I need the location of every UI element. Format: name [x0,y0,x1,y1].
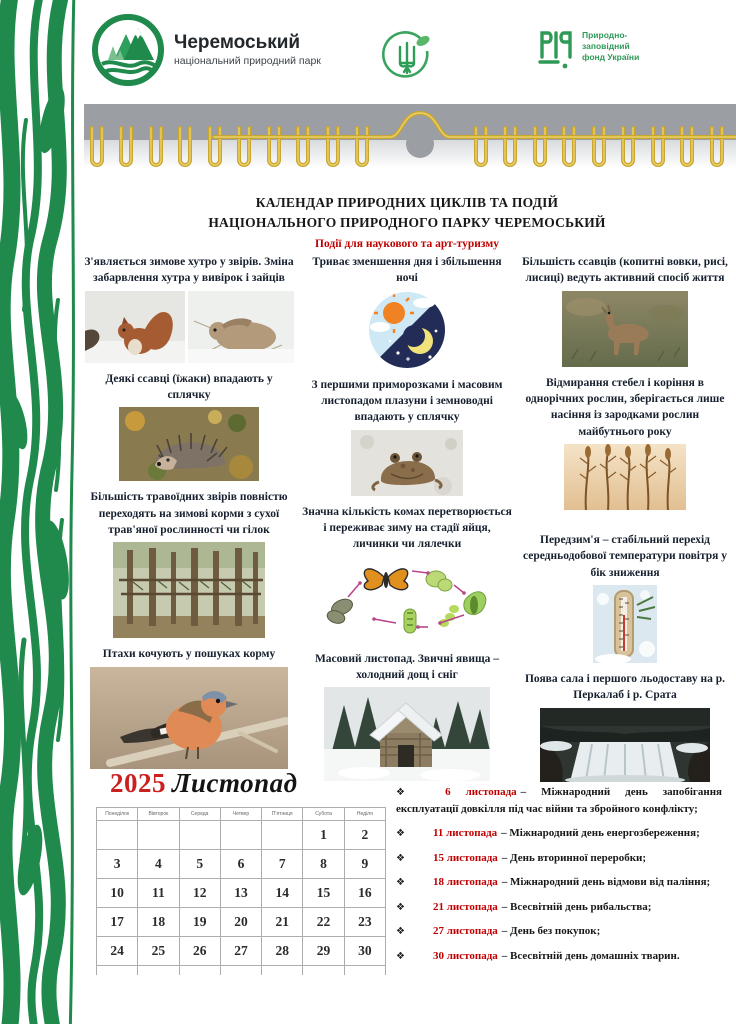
day-night-icon [368,291,446,369]
event-date: 6 листопада [445,786,517,798]
column-3 [519,254,732,790]
event-item [396,899,722,916]
calendar-day-cell: 9 [344,850,385,879]
event-text: – День вторинної переробки; [501,851,647,864]
block-figure [564,444,686,510]
calendar-week-row [97,908,386,937]
weekday-header: Середа [179,808,220,821]
park-subtitle: національний природний парк [174,54,321,67]
calendar-day-cell: 17 [97,908,138,937]
calendar-day-cell: 27 [220,937,261,966]
fund-logo-text: Природно- заповідний фонд України [582,30,640,63]
block-caption: Значна кількість комах перетворюється і переживає зиму на стадії яйця, личинки чи лялечки [302,505,512,551]
event-text: – Міжнародний день запобігання експлуатації довкілля під час війни та збройного конфлікту; [396,786,722,815]
calendar-day-cell: 5 [179,850,220,879]
column-2 [301,254,514,790]
calendar-week-row [97,879,386,908]
calendar-empty-cell [220,821,261,850]
block-caption: З'являється зимове хутро у звірів. Зміна забарвлення хутра у вивірок і зайців [84,256,294,285]
photo-chaffinch-icon [90,667,288,769]
block-figure [593,585,657,663]
butterfly-life-cycle-icon [312,557,502,643]
event-text: – Всесвітній день домашніх тварин. [501,949,680,962]
month-calendar [88,766,390,975]
block-caption: Триває зменшення дня і збільшення ночі [312,256,502,285]
calendar-day-cell: 18 [138,908,179,937]
calendar-day-cell: 1 [303,821,344,850]
calendar-day-cell: 19 [179,908,220,937]
calendar-day-cell: 10 [97,879,138,908]
main-title-line1: КАЛЕНДАР ПРИРОДНИХ ЦИКЛІВ ТА ПОДІЙ [255,195,559,210]
event-date: 18 листопада [432,876,498,888]
calendar-day-cell: 22 [303,908,344,937]
calendar-year: 2025 [110,768,166,798]
calendar-day-cell: 15 [303,879,344,908]
calendar-day-cell: 28 [262,937,303,966]
photo-hedgehog-icon [119,407,259,481]
photo-deer-icon [562,291,688,367]
trident-emblem-icon [381,31,433,83]
diamond-bullet-icon: ❖ [396,852,405,864]
page-body [78,0,736,1024]
weekday-header: Вівторок [138,808,179,821]
calendar-month: Листопад [172,768,298,798]
block-figure [312,557,502,643]
calendar-day-cell: 24 [97,937,138,966]
block-figure [113,542,265,638]
calendar-day-cell: 16 [344,879,385,908]
calendar-empty-cell [97,821,138,850]
photo-hare-in-snow-icon [188,291,294,363]
block-figure [119,407,259,481]
block-caption: Деякі ссавці (їжаки) впадають у сплячку [105,372,273,401]
park-logo [92,14,321,86]
block-caption: Масовий листопад. Звичні явища – холодний дощ і сніг [314,652,500,681]
main-title-line2: НАЦІОНАЛЬНОГО ПРИРОДНОГО ПАРКУ ЧЕРЕМОСЬКИЙ [208,215,606,231]
block-caption: Передзим'я – стабільний перехід середньодобової температури повітря у бік зниження [522,533,728,579]
calendar-day-cell: 8 [303,850,344,879]
calendar-day-cell: 26 [179,937,220,966]
block-figure [562,291,688,367]
event-date: 15 листопада [432,851,498,864]
calendar-stub-row [97,966,386,976]
tourism-subtitle: Події для наукового та арт-туризму [315,237,499,250]
calendar-week-row [97,850,386,879]
event-text: – Всесвітній день рибальства; [501,900,652,913]
calendar-weekday-row [97,808,386,821]
calendar-day-cell: 20 [220,908,261,937]
calendar-day-cell: 11 [138,879,179,908]
block-caption: Відмирання стебел і коріння в однорічних рослин, зберігається лише насіння із зародками рослин майбутнього року [525,376,725,438]
event-date: 30 листопада [432,949,498,962]
event-item [396,923,722,940]
calendar-week-row [97,937,386,966]
photo-dry-plants-icon [564,444,686,510]
park-logo-icon [92,14,164,86]
side-pattern [0,0,78,1024]
calendar-day-cell: 6 [220,850,261,879]
calendar-day-cell: 14 [262,879,303,908]
event-date: 27 листопада [432,925,498,937]
diamond-bullet-icon: ❖ [396,950,405,962]
weekday-header: Субота [303,808,344,821]
calendar-day-cell: 29 [303,937,344,966]
event-item [396,874,722,891]
block-figure [85,291,294,363]
page-title [78,193,736,250]
block-caption: З першими приморозками і масовим листопадом плазуни і земноводні впадають у сплячку [311,378,503,424]
calendar-weeks [97,821,386,976]
column-1 [83,254,296,790]
weekday-header: Неділя [344,808,385,821]
weekday-header: Четвер [220,808,261,821]
diamond-bullet-icon: ❖ [396,877,405,888]
event-text: – Міжнародний день відмови від паління; [501,876,711,888]
calendar-day-cell: 13 [220,879,261,908]
calendar-day-cell: 30 [344,937,385,966]
park-name: Черемоський [174,32,301,54]
event-item [396,850,722,867]
nature-blocks [80,254,734,790]
calendar-empty-cell [138,821,179,850]
fund-logo [538,27,639,73]
block-figure [368,291,446,369]
weekday-header: Понеділок [97,808,138,821]
calendar-title [110,768,390,799]
fund-logo-mark-icon [538,27,574,73]
calendar-day-cell: 7 [262,850,303,879]
photo-winter-forest-icon [113,542,265,638]
bottom-section [88,766,732,975]
event-text: – Міжнародний день енергозбереження; [501,827,700,839]
event-date: 11 листопада [432,827,498,839]
event-item [396,825,722,842]
diamond-bullet-icon: ❖ [396,901,405,913]
calendar-day-cell: 25 [138,937,179,966]
calendar-day-cell: 12 [179,879,220,908]
block-caption: Більшість ссавців (копитні вовки, рисі, лисиці) ведуть активний спосіб життя [522,256,728,285]
event-date: 21 листопада [432,900,498,913]
block-caption: Більшість травоїдних звірів повністю переходять на зимові корми з сухої трав'яної рослинності чи гілок [90,491,288,536]
binding-graphic [84,104,736,192]
calendar-day-cell: 4 [138,850,179,879]
header [78,0,736,104]
photo-toad-icon [351,430,463,496]
block-caption: Птахи кочують у пошуках корму [102,648,276,661]
block-figure [90,667,288,769]
calendar-table [96,807,386,975]
calendar-day-cell: 23 [344,908,385,937]
calendar-empty-cell [262,821,303,850]
event-text: – День без покупок; [501,925,601,937]
calendar-empty-cell [179,821,220,850]
diamond-bullet-icon: ❖ [396,828,405,839]
photo-thermometer-icon [593,585,657,663]
park-logo-text [174,33,321,67]
calendar-day-cell: 21 [262,908,303,937]
photo-squirrel-in-snow-icon [85,291,185,363]
event-item [396,948,722,965]
calendar-day-cell: 2 [344,821,385,850]
weekday-header: П'ятниця [262,808,303,821]
block-figure [351,430,463,496]
block-caption: Поява сала і першого льодоставу на р. Перкалаб і р. Срата [524,672,726,702]
event-item [396,784,722,817]
events-list [396,784,722,975]
diamond-bullet-icon: ❖ [396,926,405,937]
calendar-day-cell: 3 [97,850,138,879]
diamond-bullet-icon: ❖ [396,787,418,798]
calendar-week-row [97,821,386,850]
